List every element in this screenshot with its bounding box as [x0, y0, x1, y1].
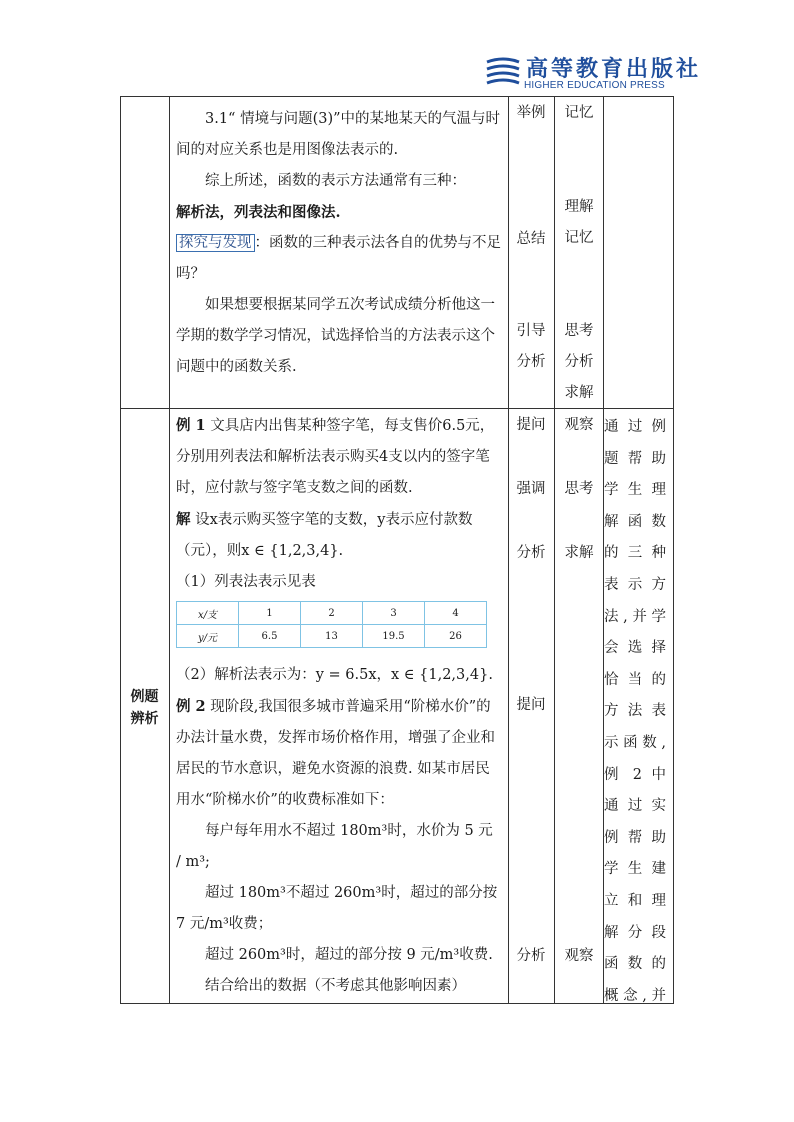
table-cell: 13: [301, 625, 363, 648]
example2-text: 现阶段,我国很多城市普遍采用“阶梯水价”的办法计量水费，发挥市场价格作用，增强了企业和居民的节水意识，避免水资源的浪费. 如某市居民用水“阶梯水价”的收费标准如下：: [176, 699, 495, 808]
table-cell: 4: [425, 602, 487, 625]
upper-teacher-col: [510, 98, 552, 129]
table-header-y: y/元: [177, 625, 239, 648]
rule-1: 每户每年用水不超过 180m³时，水价为 5 元 / m³;: [176, 823, 493, 870]
lower-teacher-col-3: [510, 941, 552, 972]
goal-line: 解函数: [604, 513, 666, 530]
column-divider: [554, 96, 555, 1004]
goal-line: 题帮助: [604, 450, 666, 467]
upper-student-col-3: [556, 316, 602, 409]
column-divider: [508, 96, 509, 1004]
goal-line: 概念,并: [604, 987, 666, 1004]
student-activity: 理解: [564, 199, 594, 215]
teacher-activity: 引导: [516, 323, 546, 339]
goal-line: 示函数,: [604, 734, 666, 751]
rule-4: 结合给出的数据（不考虑其他影响因素）: [205, 978, 466, 994]
table-cell: 3: [363, 602, 425, 625]
example1-tag: 例 1: [176, 417, 206, 434]
publisher-logo-icon: [484, 56, 522, 88]
teacher-activity: 举例: [516, 105, 546, 121]
goal-line: 会选择: [604, 640, 666, 657]
goal-line: 解分段: [604, 924, 666, 941]
column-divider: [169, 96, 170, 1004]
goal-line: 例 2 中: [604, 766, 666, 783]
upper-line-1: 3.1“ 情境与问题(3)”中的某地某天的气温与时间的对应关系也是用图像法表示的.: [176, 111, 501, 158]
explore-tag: 探究与发现: [176, 234, 255, 252]
table-cell: 2: [301, 602, 363, 625]
goal-line: 方法表: [604, 703, 666, 720]
goal-line: 的三种: [604, 545, 666, 562]
step1: （1）列表法表示见表: [176, 574, 316, 590]
table-cell: 19.5: [363, 625, 425, 648]
solution-text: 设x表示购买签字笔的支数，y表示应付款数（元），则x ∈ {1,2,3,4}.: [176, 512, 473, 559]
section-label-text: 例题辨析: [130, 689, 159, 727]
explore-paragraph: [176, 228, 502, 290]
solution: [176, 504, 502, 567]
goal-line: 通过例: [604, 419, 666, 435]
example1-text: 文具店内出售某种签字笔，每支售价6.5元，分别用列表法和解析法表示购买4支以内的签字笔时，应付款与签字笔支数之间的函数.: [176, 418, 495, 496]
student-activity: 思考: [564, 481, 594, 497]
upper-question: 如果想要根据某同学五次考试成绩分析他这一学期的数学学习情况，试选择恰当的方法表示这个问题中的函数关系.: [176, 297, 495, 375]
teacher-activity: 分析: [516, 545, 546, 561]
table-cell: 26: [425, 625, 487, 648]
upper-content: [176, 104, 502, 383]
lower-teacher-col-2: [510, 690, 552, 721]
example2-tag: 例 2: [176, 698, 206, 715]
rule-3: 超过 260m³时，超过的部分按 9 元/m³收费.: [205, 947, 493, 963]
goal-line: 学生建: [604, 861, 666, 878]
table-header-x: x/支: [177, 602, 239, 625]
step2: （2）解析法表示为：y = 6.5x，x ∈ {1,2,3,4}.: [176, 667, 493, 683]
teacher-activity: 分析: [516, 948, 546, 964]
lower-student-col: [556, 410, 602, 569]
example2: [176, 691, 502, 816]
section-label: [120, 686, 169, 730]
solution-tag: 解: [176, 511, 191, 528]
goal-column: [604, 412, 666, 1012]
goal-line: 立和理: [604, 892, 666, 909]
student-activity: 观察: [564, 948, 594, 964]
explore-text: ：函数的三种表示法各自的优势与不足吗？: [176, 235, 501, 282]
table-cell: 6.5: [239, 625, 301, 648]
rule-2: 超过 180m³不超过 260m³时，超过的部分按7 元/m³收费；: [176, 885, 498, 932]
upper-student-col: [556, 98, 602, 129]
student-activity: 分析: [564, 354, 594, 370]
goal-line: 函数的: [604, 956, 666, 973]
teacher-activity: 强调: [516, 481, 546, 497]
student-activity: 求解: [564, 385, 594, 401]
value-table: [176, 601, 487, 648]
goal-line: 表示方: [604, 576, 666, 593]
upper-teacher-col-3: [510, 316, 552, 378]
publisher-name-cn: 高等教育出版社: [526, 56, 702, 82]
upper-teacher-col-2: [510, 224, 552, 255]
goal-line: 恰当的: [604, 671, 666, 688]
example1: [176, 410, 502, 504]
goal-line: 法,并学: [604, 608, 666, 625]
upper-line-2: 综上所述，函数的表示方法通常有三种：: [205, 173, 466, 189]
student-activity: 观察: [564, 417, 594, 433]
publisher-name-en: HIGHER EDUCATION PRESS: [524, 80, 665, 91]
publisher-logo: [484, 52, 702, 96]
student-activity: 思考: [564, 323, 594, 339]
goal-line: 通过实: [604, 798, 666, 815]
lower-content-1: [176, 410, 502, 598]
student-activity: 求解: [564, 545, 594, 561]
table-row: [177, 602, 487, 625]
lower-content-2: [176, 660, 502, 1002]
goal-line: 例帮助: [604, 829, 666, 846]
teacher-activity: 分析: [516, 354, 546, 370]
upper-line-3: 解析法，列表法和图像法.: [176, 204, 341, 221]
table-cell: 1: [239, 602, 301, 625]
table-row: [177, 625, 487, 648]
student-activity: 记忆: [564, 230, 594, 246]
teacher-activity: 提问: [516, 697, 546, 713]
teacher-activity: 总结: [516, 231, 546, 247]
teacher-activity: 提问: [516, 417, 546, 433]
student-activity: 记忆: [564, 105, 594, 121]
lower-teacher-col: [510, 410, 552, 569]
lower-student-col-2: [556, 941, 602, 972]
upper-student-col-2: [556, 192, 602, 254]
goal-line: 学生理: [604, 482, 666, 499]
